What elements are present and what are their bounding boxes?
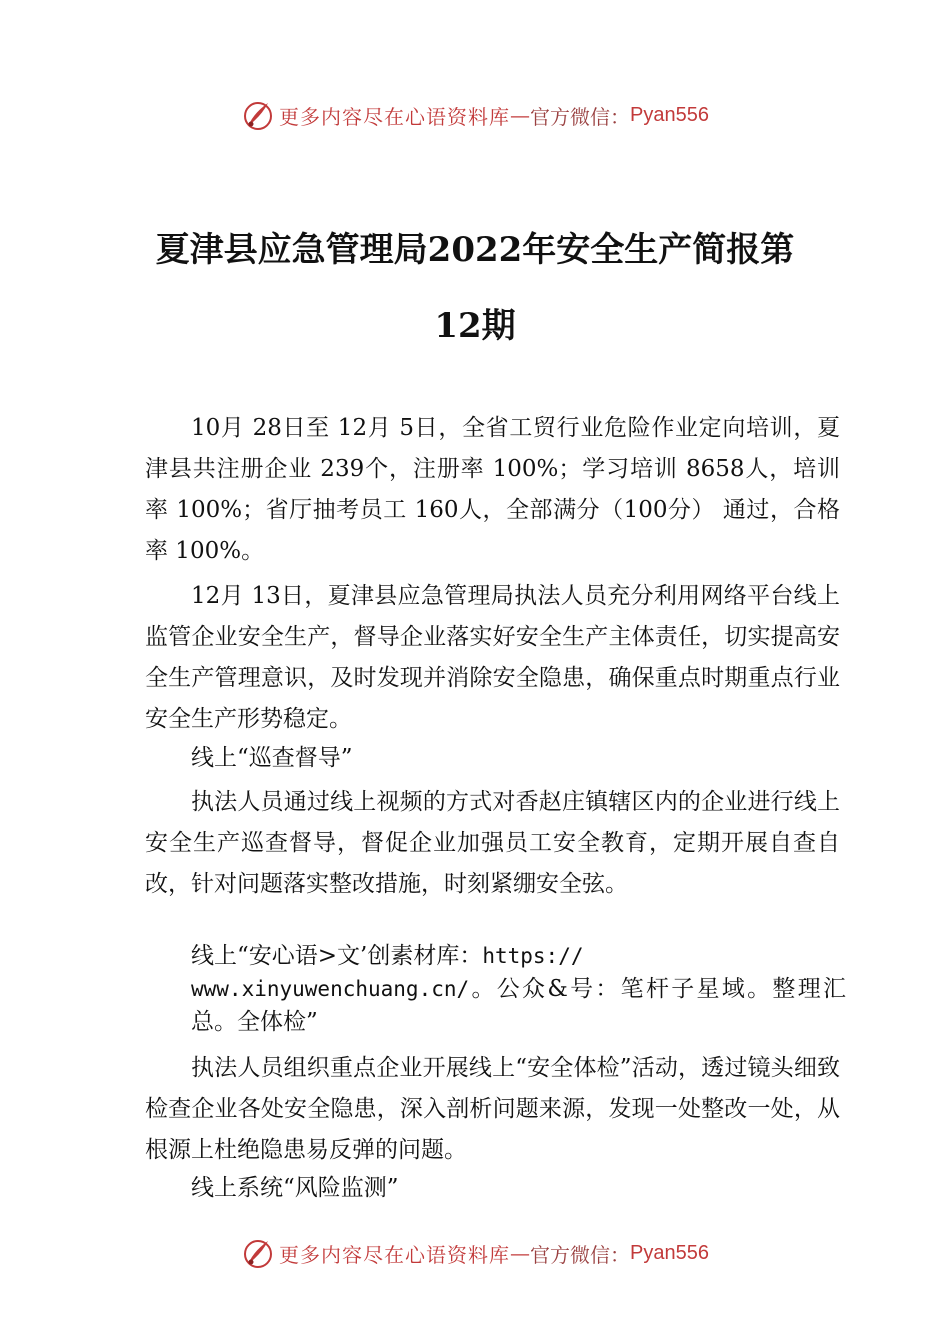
watermark-text: 更多内容尽在心语资料库 [279,1242,511,1267]
document-title-line1: 夏津县应急管理局2022年安全生产简报第 [155,230,795,270]
brush-logo-icon [241,1236,275,1270]
paragraph-source-notice [145,940,846,1039]
source-url-part2[interactable]: www.xinyuwenchuang.cn/ [191,977,470,1001]
source-url-part1[interactable]: https:// [482,944,584,968]
paragraph-inspection: 执法人员通过线上视频的方式对香赵庄镇辖区内的企业进行线上安全生产巡查督导，督促企业加强员工安全教育，定期开展自查自改，针对问题落实整改措施，时刻紧绷安全弦。 [145,789,840,897]
document-title-line2: 12期 [434,306,516,346]
watermark-wechat-label: 官方微信： [530,1242,631,1267]
watermark-text: 更多内容尽在心语资料库 [279,104,511,129]
brush-logo-icon [241,98,275,132]
paragraph-safety-check: 执法人员组织重点企业开展线上“安全体检”活动，透过镜头细致检查企业各处安全隐患，深入剖析问题来源，发现一处整改一处，从根源上杜绝隐患易反弹的问题。 [145,1055,840,1163]
source-notice-suffix: 。公众&号：笔杆子星域。整理汇总。全体检” [191,976,846,1035]
watermark-wechat-id: Pyan556 [630,103,709,126]
paragraph-online-supervision: 12月 13日，夏津县应急管理局执法人员充分利用网络平台线上监管企业安全生产，督导企业落实好安全生产主体责任，切实提高安全生产管理意识，及时发现并消除安全隐患，确保重点时期重点行业安全生产形势稳定。 [145,583,840,732]
watermark-banner-top [0,95,950,135]
watermark-wechat-label: 官方微信： [530,104,631,129]
paragraph-training-stats: 10月 28日至 12月 5日，全省工贸行业危险作业定向培训，夏津县共注册企业 239个，注册率 100%；学习培训 8658人，培训率 100%；省厅抽考员工 160人，全部满分（100分） 通过，合格率 100%。 [145,415,840,564]
watermark-wechat-id: Pyan556 [630,1241,709,1264]
section-heading-inspection: 线上“巡查督导” [191,745,353,771]
watermark-separator: — [510,103,531,127]
watermark-separator: — [510,1241,531,1265]
section-heading-risk-monitoring: 线上系统“风险监测” [191,1175,399,1201]
source-notice-prefix: 线上“安心语>文’创素材库： [191,943,483,969]
watermark-banner-bottom [0,1233,950,1273]
